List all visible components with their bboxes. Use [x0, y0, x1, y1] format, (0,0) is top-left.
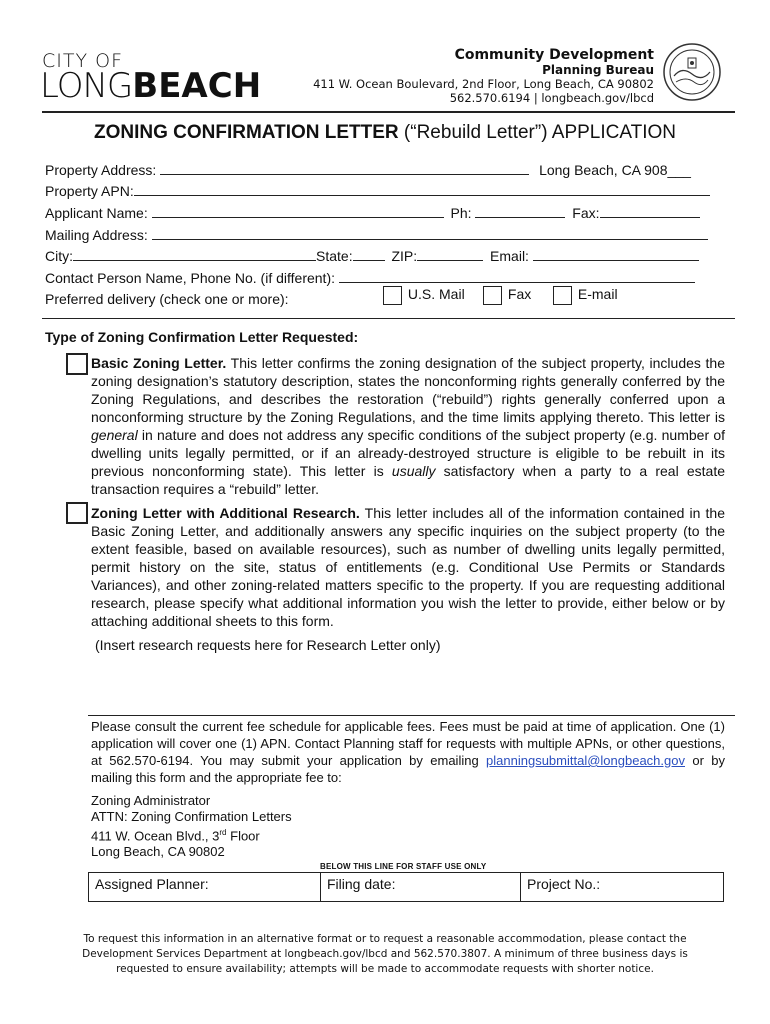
row-contact	[45, 268, 695, 286]
accessibility-footer	[0, 932, 770, 977]
logo-city-of: CITY OF	[42, 50, 124, 72]
zip-field[interactable]	[417, 246, 483, 261]
mail-option-label: U.S. Mail	[407, 286, 465, 303]
fee-note	[91, 718, 725, 786]
footer-line-2: Development Services Department at longbeach.gov/lbcd and 562.570.3807. A minimum of three business days is	[82, 948, 688, 960]
project-no-label: Project No.:	[527, 876, 601, 892]
long-beach-label: Long Beach, CA 908___	[539, 162, 691, 178]
property-apn-field[interactable]	[134, 181, 710, 196]
property-address-label: Property Address:	[45, 162, 157, 178]
state-label: State:	[316, 248, 353, 264]
basic-em-1: general	[91, 427, 138, 443]
staff-use-heading: BELOW THIS LINE FOR STAFF USE ONLY	[320, 862, 487, 871]
basic-text-2: in nature and does not address any specific conditions of the subject property (e.g. number of dwelling units legally permitted, or if an already-destroyed structure is eligible to be rebuilt in its previous nonconforming state). This letter is	[91, 427, 725, 479]
delivery-options	[383, 286, 465, 305]
dept-contact: 562.570.6194 | longbeach.gov/lbcd	[449, 91, 654, 105]
mail-to-line-2: ATTN: Zoning Confirmation Letters	[91, 809, 292, 824]
city-label: City:	[45, 248, 73, 264]
basic-text-1: This letter confirms the zoning designation of the subject property, includes the zoning designation’s statutory description, states the nonconforming rights generally conferred by the Zoning Regulations, and describes the restoration (“rebuild”) rights generally conferred upon a nonconforming structure by the Zoning Regulations, and the time limits applying thereto. This letter is	[91, 355, 725, 425]
city-seal-icon	[662, 40, 722, 104]
dept-name: Community Development	[454, 47, 654, 63]
basic-letter-title: Basic Zoning Letter.	[91, 355, 227, 371]
contact-person-label: Contact Person Name, Phone No. (if different):	[45, 270, 335, 286]
logo-long-text: LONG	[40, 66, 133, 106]
header-divider	[42, 111, 735, 113]
research-requests-hint: (Insert research requests here for Research Letter only)	[95, 637, 441, 653]
bureau-name: Planning Bureau	[542, 63, 654, 77]
research-requests-area[interactable]	[91, 656, 725, 712]
additional-research-title: Zoning Letter with Additional Research.	[91, 505, 360, 521]
delivery-label: Preferred delivery (check one or more):	[45, 291, 289, 307]
mailing-address-label: Mailing Address:	[45, 227, 148, 243]
basic-letter-description	[91, 354, 725, 498]
fee-text-1: Please consult the current fee schedule for applicable fees. Fees must be paid at time of application. One (1) application will cover one (1) APN. Contact Planning staff for requests with multiple APNs, or other questions, at 562.570-6194. You may submit your application by emailing	[91, 719, 725, 768]
state-field[interactable]	[353, 246, 385, 261]
additional-research-checkbox[interactable]	[66, 502, 88, 524]
title-rest: (“Rebuild Letter”) APPLICATION	[398, 122, 677, 143]
footer-line-1: To request this information in an alternative format or to request a reasonable accommodation, please contact the	[83, 933, 687, 945]
footer-line-3: requested to ensure availability; attempts will be made to accommodate requests with shorter notice.	[116, 963, 654, 975]
mail-to-line-3a: 411 W. Ocean Blvd., 3	[91, 828, 220, 844]
type-heading: Type of Zoning Confirmation Letter Requested:	[45, 329, 359, 345]
mail-to-line-3	[91, 825, 292, 844]
email-label: Email:	[490, 248, 529, 264]
fax-option-label: Fax	[507, 286, 532, 303]
row-applicant	[45, 203, 700, 221]
filing-date-label: Filing date:	[327, 876, 396, 892]
applicant-name-field[interactable]	[152, 203, 444, 218]
mail-checkbox[interactable]	[383, 286, 402, 305]
applicant-name-label: Applicant Name:	[45, 205, 148, 221]
project-no-cell[interactable]	[521, 873, 723, 901]
header-contact-block	[313, 47, 654, 105]
property-apn-label: Property APN:	[45, 183, 134, 199]
additional-text: This letter includes all of the information contained in the Basic Zoning Letter, and additionally answers any specific inquiries on the subject property (to the extent feasible, based on available resources), such as number of dwelling units legally permitted, permit history on the site, status of entitlements (e.g. Conditional Use Permits or Standards Variances), and other zoning-related matters specific to the property. If you are requesting additional research, please specify what additional information you wish the letter to provide, either below or by attaching additional sheets to this form.	[91, 505, 725, 629]
title-bold: ZONING CONFIRMATION LETTER	[93, 122, 399, 143]
logo-long-beach	[40, 66, 261, 106]
phone-label: Ph:	[450, 205, 472, 221]
basic-text-3: satisfactory when a party to a real estate transaction requires a “rebuild” letter.	[91, 463, 725, 497]
city-field[interactable]	[73, 246, 316, 261]
property-address-field[interactable]	[160, 160, 529, 175]
logo-beach-text: BEACH	[132, 66, 262, 106]
mailing-address-field[interactable]	[152, 225, 708, 240]
form-divider	[42, 318, 735, 319]
mail-to-line-1: Zoning Administrator	[91, 793, 211, 808]
row-mailing	[45, 225, 708, 243]
row-delivery	[45, 290, 289, 308]
fax-field[interactable]	[600, 203, 700, 218]
assigned-planner-label: Assigned Planner:	[95, 876, 209, 892]
fee-text-2: or by mailing this form and the appropriate fee to:	[91, 753, 726, 785]
email-checkbox[interactable]	[553, 286, 572, 305]
filing-date-cell[interactable]	[321, 873, 521, 901]
staff-use-table	[88, 872, 724, 902]
mail-to-line-3b: Floor	[226, 828, 260, 844]
contact-person-field[interactable]	[339, 268, 695, 283]
row-property-address	[45, 160, 691, 178]
email-option-label: E-mail	[577, 286, 618, 303]
mail-to-line-4: Long Beach, CA 90802	[91, 844, 225, 860]
email-option	[553, 286, 618, 305]
assigned-planner-cell[interactable]	[89, 873, 321, 901]
fax-label: Fax:	[572, 205, 600, 221]
fax-checkbox[interactable]	[483, 286, 502, 305]
page-title	[0, 122, 770, 144]
fee-divider	[88, 715, 735, 716]
basic-em-2: usually	[391, 463, 436, 479]
dept-address: 411 W. Ocean Boulevard, 2nd Floor, Long Beach, CA 90802	[313, 77, 654, 91]
email-field[interactable]	[533, 246, 699, 261]
submittal-email-link[interactable]: planningsubmittal@longbeach.gov	[486, 753, 685, 768]
phone-field[interactable]	[475, 203, 565, 218]
additional-research-description	[91, 504, 725, 630]
fax-option	[483, 286, 531, 305]
mailing-address-block	[91, 793, 292, 860]
row-city	[45, 246, 699, 264]
row-property-apn	[45, 181, 710, 199]
mail-to-line-3-sup: rd	[219, 828, 227, 837]
basic-letter-checkbox[interactable]	[66, 353, 88, 375]
zip-label: ZIP:	[391, 248, 418, 264]
